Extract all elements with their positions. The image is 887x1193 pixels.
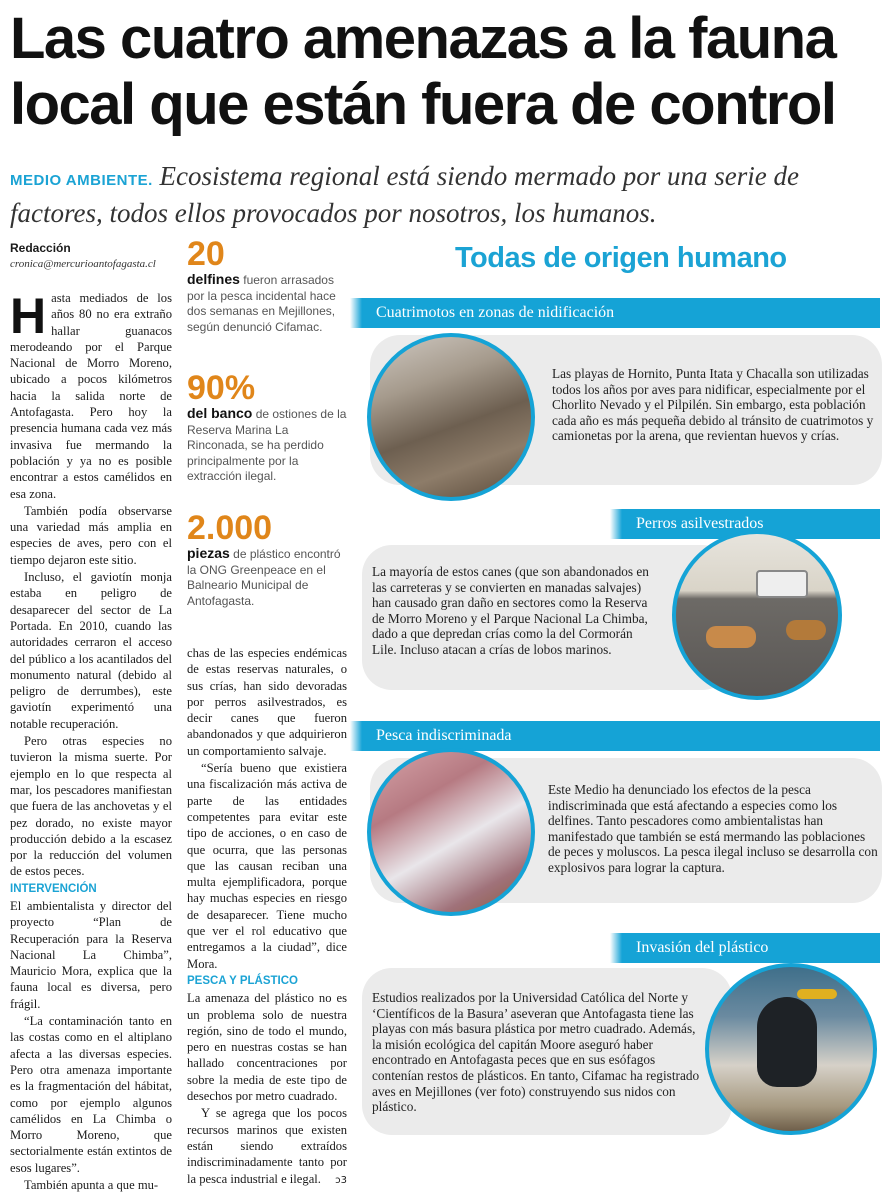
paragraph: chas de las especies endémicas de estas reservas naturales, o sus crías, han sido devoradas por perros asilvestrados, es decir canes que fueron abandonados y que adquirieron un comportamiento salvaje. [187, 646, 347, 758]
paragraph: “Sería bueno que existiera una fiscalización más activa de parte de las entidades competentes para evitar este tipo de acciones, o en caso de que ocurra, que las personas que las causan reciban una multa ejemplificadora, porque hay muchas especies en riesgo de desaparecer. Tiene mucho que ver el rol educativo que entregamos a la ciudad”, dice Mora. [187, 761, 347, 971]
deck [10, 160, 870, 229]
section-band-plastico: Invasión del plástico [622, 933, 880, 963]
byline-email[interactable]: cronica@mercurioantofagasta.cl [10, 258, 156, 270]
paragraph: También apunta a que mu- [24, 1178, 159, 1193]
paragraph: “La contaminación tanto en las costas como en el altiplano afecta a las diversas especies. Pero otra amenaza importante es la fragmentación del hábitat, como por ejemplo algunos camélidos en La Chimba o Morro Moreno, que sectorialmente están extintos de esos lugares”. [10, 1014, 172, 1175]
paragraph: También podía observarse una variedad más amplia en especies de aves, pero con el tiempo dejaron este sitio. [10, 503, 172, 567]
stat-number: 20 [187, 235, 225, 273]
section-band-cuatrimotos: Cuatrimotos en zonas de nidificación [362, 298, 880, 328]
photo-stray-dogs [672, 530, 842, 700]
paragraph: asta mediados de los años 80 no era extraño hallar guanacos merodeando por el Parque Nacional de Morro Moreno, ubicado a pocos kilómetros hacia la salida norte de Antofagasta. Pero hoy la presencia humana cada vez más invasiva fue mermando la población y ya no es posible encontrar a estos camélidos en esa zona. [10, 291, 172, 501]
stat-text: del banco de ostiones de la Reserva Marina La Rinconada, se ha perdido principalmente por la extracción ilegal. [187, 405, 347, 483]
photo-beach-bird [367, 333, 535, 501]
stat-text: delfines fueron arrasados por la pesca incidental hace dos semanas en Mejillones, según denunció Cifamac. [187, 271, 336, 334]
deck-kicker: MEDIO AMBIENTE. [10, 172, 153, 189]
stat-number: 90% [187, 369, 256, 407]
paragraph: Pero otras especies no tuvieron la misma suerte. Por ejemplo en lo que respecta al mar, los pescadores manifiestan que fuera de las anchovetas y el pez dorado, no existe mayor producción debido a la escasez por la reducción del volumen de estos peces. [10, 734, 172, 879]
stat-block-1 [187, 236, 347, 335]
article-column-1 [10, 290, 172, 1193]
headline-line-1: Las cuatro amenazas a la fauna [10, 6, 836, 71]
infocard-text: Este Medio ha denunciado los efectos de la pesca indiscriminada que está afectando a especies como los delfines. Tanto pescadores como ambientalistas han manifestado que también se está mermando las poblaciones de peces y moluscos. La pesca ilegal incluso se desarrolla con explosivos para lograr la captura. [548, 782, 878, 875]
headline [10, 6, 880, 138]
infocard-text: Las playas de Hornito, Punta Itata y Chacalla son utilizadas todos los años por aves para nidificar, especialmente por el Chorlito Nevado y el Pilpilén. Sin embargo, esta población cada año es más pequeña debido al tránsito de cuatrimotos y camionetas por la arena, que revientan huevos y crías. [552, 366, 874, 444]
end-mark: ↄ3 [335, 1174, 347, 1186]
subheading-pesca-plastico: PESCA Y PLÁSTICO [187, 974, 298, 987]
headline-line-2: local que están fuera de control [10, 72, 836, 137]
infocard-text: La mayoría de estos canes (que son abandonados en las carreteras y se convierten en manadas salvajes) han causado gran daño en sectores como la Reserva de Morro Moreno y el Parque Nacional La Chimba, dado a que depredan crías como la del Cormorán Lile. Incluso atacan a crías de lobos marinos. [372, 564, 649, 657]
stat-number: 2.000 [187, 509, 273, 547]
photo-dolphin [367, 748, 535, 916]
stat-text: piezas de plástico encontró la ONG Greenpeace en el Balneario Municipal de Antofagasta. [187, 545, 341, 608]
infocard-text: Estudios realizados por la Universidad Católica del Norte y ‘Científicos de la Basura’ aseveran que Antofagasta tiene las playas con más basura plástica por metro cuadrado. Además, la misión ecológica del capitán Moore aseguró haber encontrado en Antofagasta peces que en sus esófagos contenían restos de plásticos. En tanto, Cifamac ha registrado aves en Mejillones (ver foto) construyendo sus nidos con plástico. [372, 990, 700, 1115]
section-band-pesca: Pesca indiscriminada [362, 721, 880, 751]
subheading-intervencion: INTERVENCIÓN [10, 882, 97, 895]
byline-author: Redacción [10, 241, 71, 255]
section-band-perros: Perros asilvestrados [622, 509, 880, 539]
stat-block-2 [187, 370, 347, 485]
paragraph: Y se agrega que los pocos recursos marinos que existen están siendo extraídos indiscriminadamente tanto por la pesca industrial e ilegal. [187, 1106, 347, 1186]
paragraph: La amenaza del plástico no es un problema solo de nuestra región, sino de todo el mundo, pero en nuestras costas se han hallado concentraciones por sobre la media de este tipo de desechos por metro cuadrado. [187, 991, 347, 1104]
photo-cormorant-nest [705, 963, 877, 1135]
deck-text: Ecosistema regional está siendo mermado por una serie de factores, todos ellos provocados por nosotros, los humanos. [10, 161, 799, 228]
paragraph: Incluso, el gaviotín monja estaba en peligro de desaparecer del sector de La Portada. En 2010, cuando las autoridades cerraron el acceso del público a los acantilados del monumento natural (debido al peligro de derrumbes), este gaviotín experimentó una notable recuperación. [10, 570, 172, 731]
infographic-title: Todas de origen humano [455, 242, 787, 274]
article-column-2 [187, 645, 347, 1189]
paragraph: El ambientalista y director del proyecto “Plan de Recuperación para la Reserva Nacional La Chimba”, Mauricio Mora, explica que la fauna local es diversa, pero frágil. [10, 898, 172, 1011]
dropcap: H [10, 288, 47, 344]
stat-block-3 [187, 510, 347, 609]
